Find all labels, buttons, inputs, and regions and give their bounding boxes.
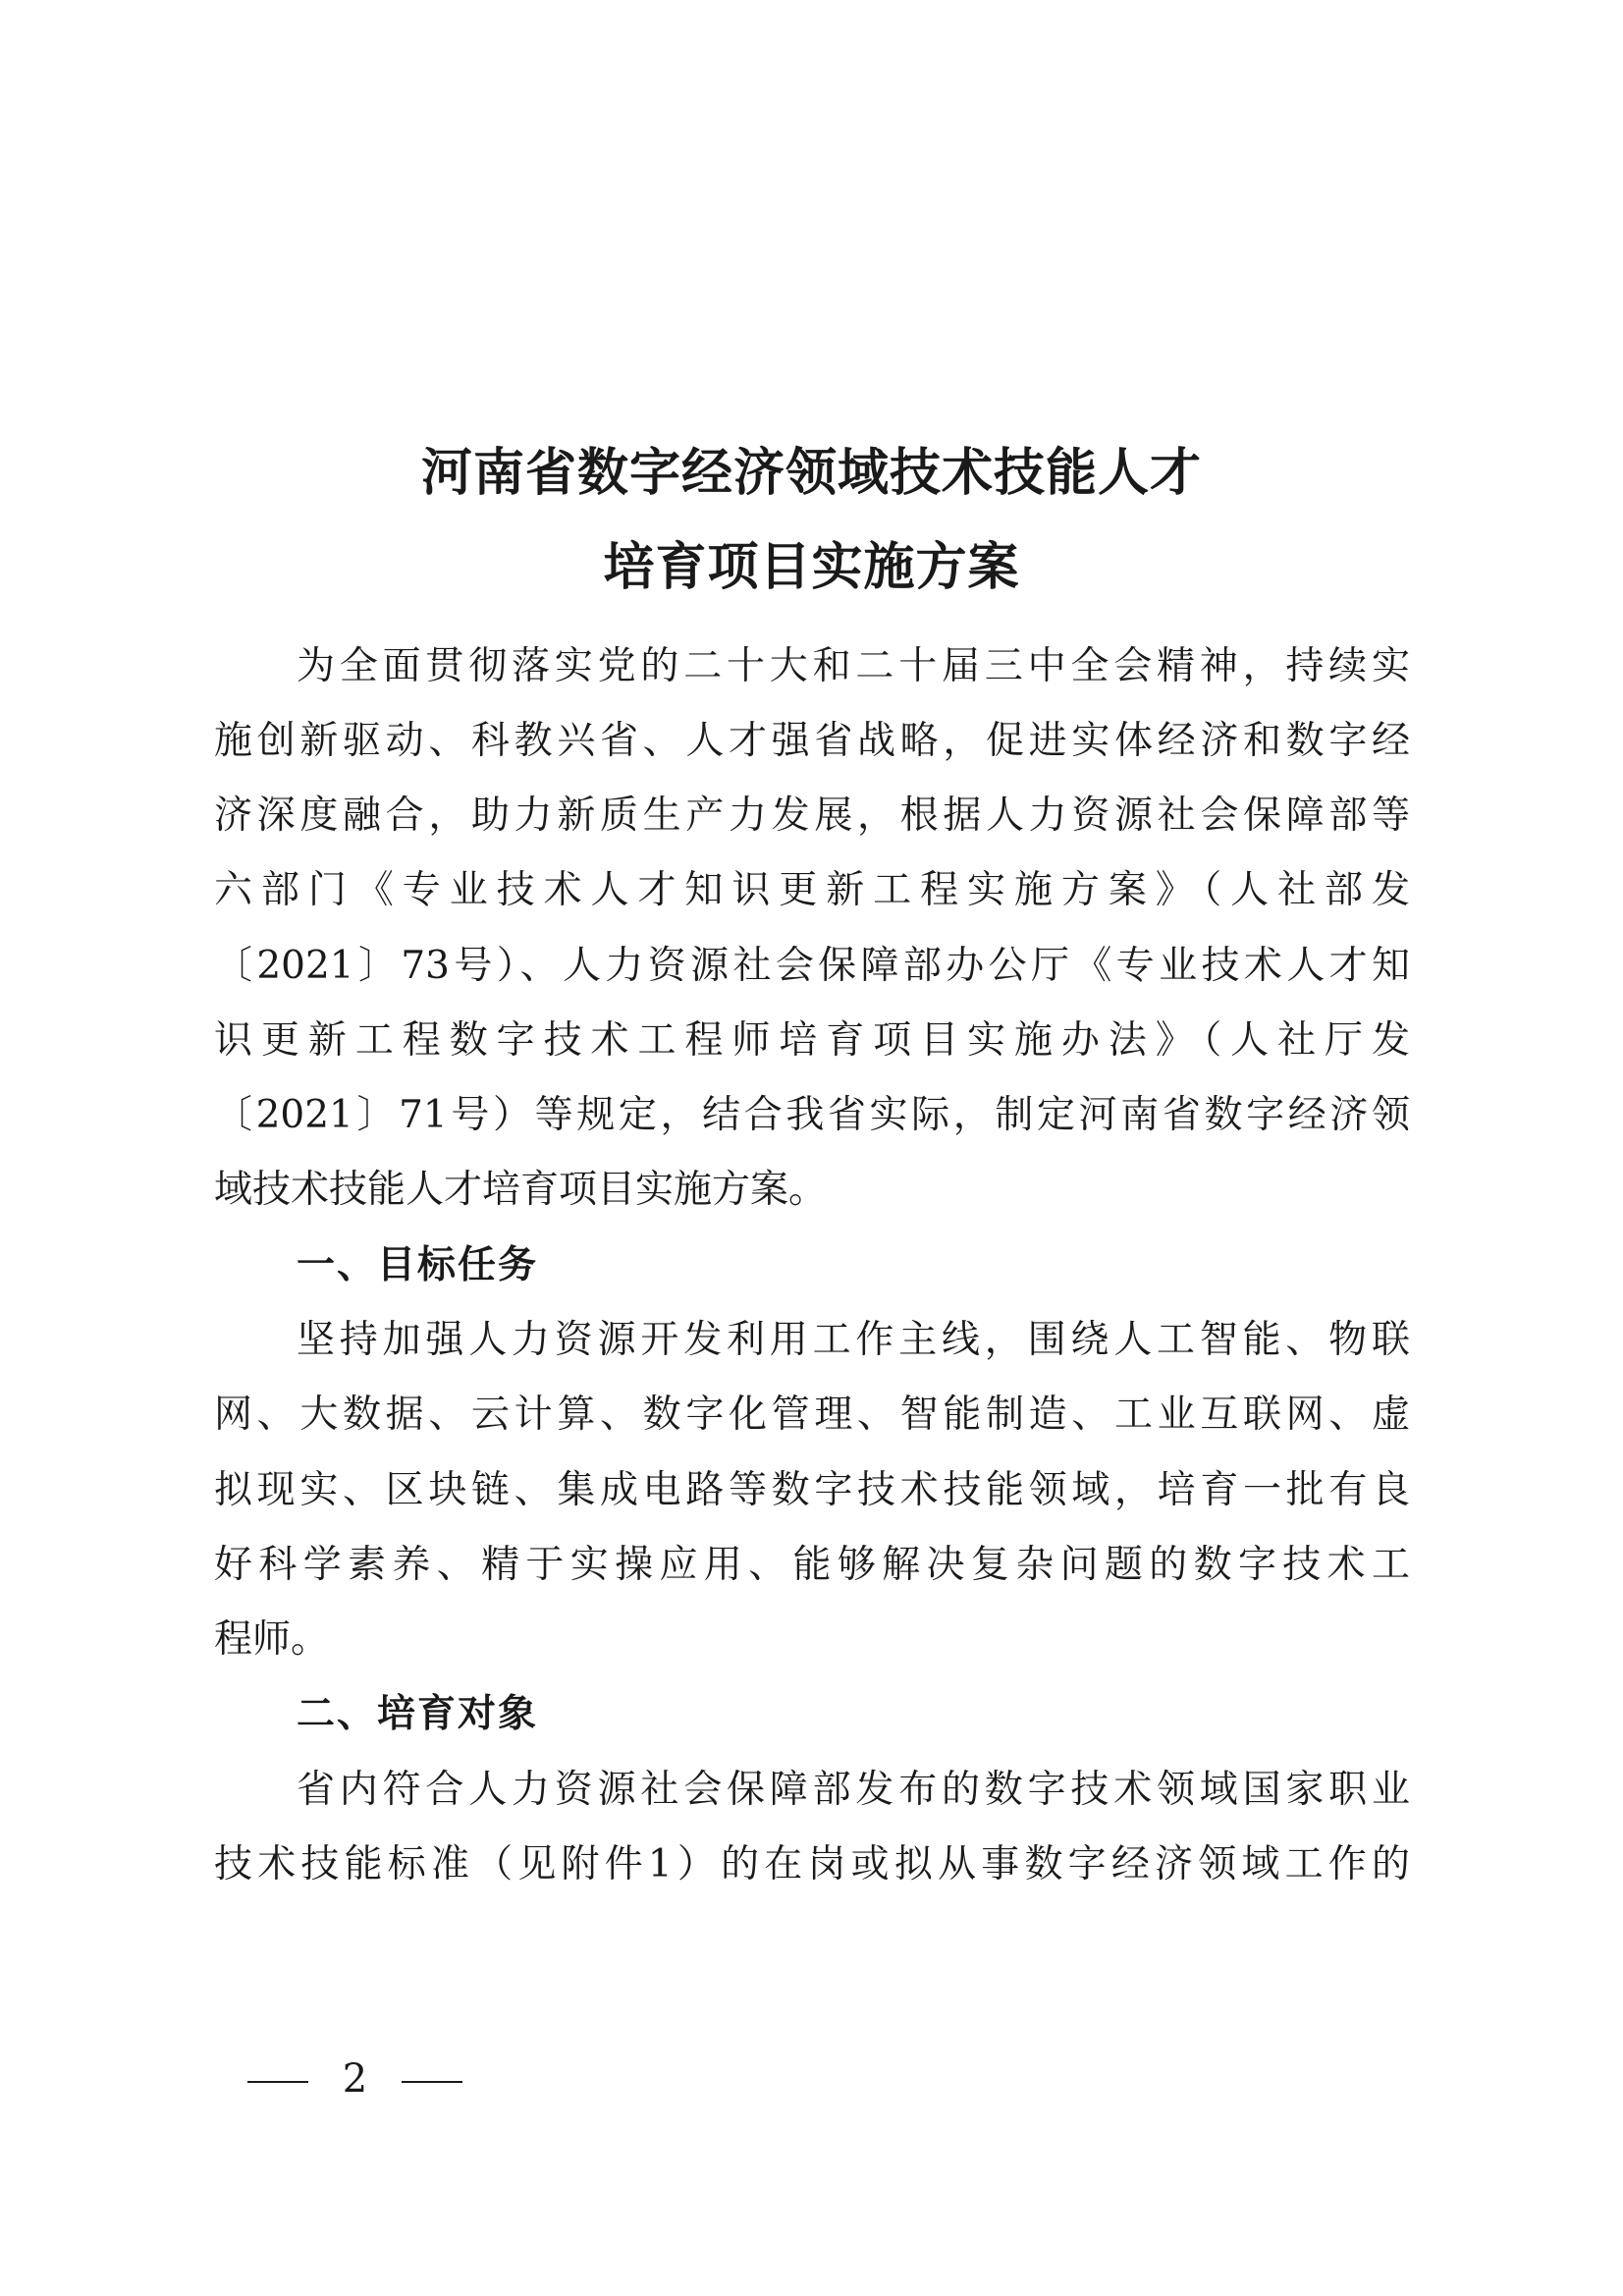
footer-dash-right — [402, 2081, 462, 2083]
intro-line: 施创新驱动、科教兴省、人才强省战略，促进实体经济和数字经 — [214, 719, 1410, 763]
document-title-line-2: 培育项目实施方案 — [603, 538, 1020, 597]
page-number: 2 — [342, 2056, 368, 2102]
footer-dash-left — [247, 2081, 308, 2083]
section1-line: 拟现实、区块链、集成电路等数字技术技能领域，培育一批有良 — [214, 1468, 1410, 1512]
intro-line: 〔2021〕73号）、人力资源社会保障部办公厅《专业技术人才知 — [214, 944, 1410, 988]
section1-line: 网、大数据、云计算、数字化管理、智能制造、工业互联网、虚 — [214, 1393, 1410, 1437]
intro-line: 为全面贯彻落实党的二十大和二十届三中全会精神，持续实 — [297, 644, 1410, 688]
intro-line: 域技术技能人才培育项目实施方案。 — [214, 1168, 828, 1212]
document-title-line-1: 河南省数字经济领域技术技能人才 — [420, 444, 1202, 503]
section-heading-targets: 二、培育对象 — [297, 1692, 539, 1736]
intro-line: 济深度融合，助力新质生产力发展，根据人力资源社会保障部等 — [214, 793, 1410, 838]
intro-line: 六部门《专业技术人才知识更新工程实施方案》（人社部发 — [214, 868, 1410, 912]
intro-line: 〔2021〕71号）等规定，结合我省实际，制定河南省数字经济领 — [214, 1093, 1410, 1137]
section1-line: 坚持加强人力资源开发利用工作主线，围绕人工智能、物联 — [297, 1318, 1410, 1362]
section2-line: 省内符合人力资源社会保障部发布的数字技术领域国家职业 — [297, 1768, 1410, 1812]
section-heading-goals: 一、目标任务 — [297, 1243, 539, 1287]
section1-line: 程师。 — [214, 1617, 330, 1662]
page-footer — [247, 2054, 462, 2104]
section1-line: 好科学素养、精于实操应用、能够解决复杂问题的数字技术工 — [214, 1543, 1410, 1587]
intro-line: 识更新工程数字技术工程师培育项目实施办法》（人社厅发 — [214, 1018, 1410, 1063]
section2-line: 技术技能标准（见附件1）的在岗或拟从事数字经济领域工作的 — [214, 1842, 1410, 1886]
